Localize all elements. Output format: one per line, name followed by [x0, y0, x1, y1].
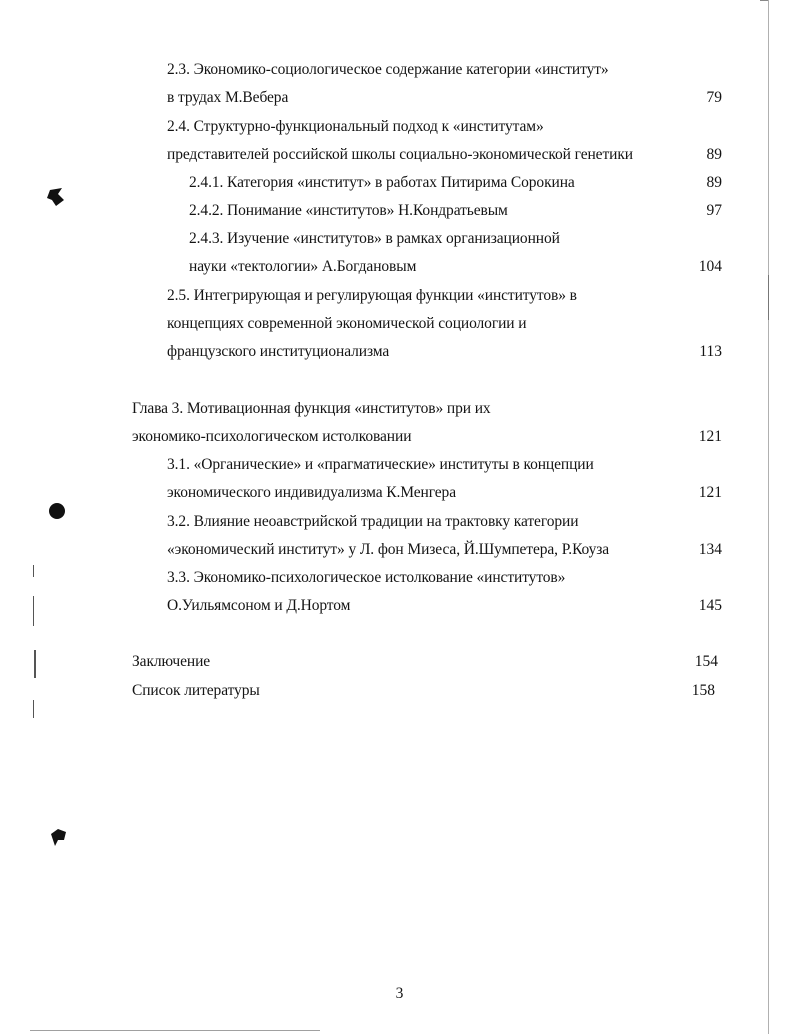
- toc-entry-3-2-line2: «экономический институт» у Л. фон Мизеса, Й.Шумпетера, Р.Коуза: [167, 541, 610, 558]
- scan-mark: [768, 275, 769, 320]
- toc-entry-3-3-line2: О.Уильямсоном и Д.Нортом: [167, 597, 351, 614]
- scan-mark: [33, 700, 34, 718]
- toc-conclusion: Заключение: [132, 653, 211, 670]
- toc-references: Список литературы: [132, 682, 260, 699]
- toc-page-2-4: 89: [706, 146, 722, 163]
- toc-page-2-3: 79: [706, 89, 722, 106]
- toc-entry-2-4-line2: представителей российской школы социально-экономической генетики: [167, 146, 633, 163]
- toc-page-2-4-1: 89: [706, 174, 722, 191]
- toc-entry-2-4-line1: 2.4. Структурно-функциональный подход к «институтам»: [167, 118, 544, 135]
- toc-entry-2-4-1: 2.4.1. Категория «институт» в работах Питирима Сорокина: [189, 174, 575, 191]
- toc-page-3-2: 134: [698, 541, 722, 558]
- toc-entry-2-5-line1: 2.5. Интегрирующая и регулирующая функции «институтов» в: [167, 287, 577, 304]
- toc-page-2-4-2: 97: [706, 202, 722, 219]
- toc-entry-3-3-line1: 3.3. Экономико-психологическое истолкование «институтов»: [167, 569, 566, 586]
- toc-entry-2-4-3-line2: науки «тектологии» А.Богдановым: [189, 258, 417, 275]
- scan-edge-right: [768, 0, 769, 1034]
- toc-page-3-1: 121: [698, 484, 722, 501]
- scan-edge-bottom: [30, 1030, 320, 1031]
- scan-mark: [33, 565, 34, 577]
- toc-entry-2-4-2: 2.4.2. Понимание «институтов» Н.Кондратьевым: [189, 202, 508, 219]
- toc-page-references: 158: [691, 682, 715, 699]
- punch-hole-blot: [46, 500, 68, 522]
- toc-page-chapter-3: 121: [698, 428, 722, 445]
- toc-page-3-3: 145: [698, 597, 722, 614]
- scan-mark: [34, 650, 36, 678]
- toc-entry-2-3-line2: в трудах М.Вебера: [167, 89, 289, 106]
- toc-entry-3-2-line1: 3.2. Влияние неоавстрийской традиции на трактовку категории: [167, 513, 579, 530]
- toc-chapter-3-line1: Глава 3. Мотивационная функция «институтов» при их: [132, 400, 491, 417]
- toc-entry-2-3-line1: 2.3. Экономико-социологическое содержание категории «институт»: [167, 61, 609, 78]
- scan-edge-top: [760, 0, 768, 1]
- punch-hole-blot: [46, 826, 70, 850]
- toc-entry-2-5-line2: концепциях современной экономической социологии и: [167, 315, 527, 332]
- toc-entry-2-4-3-line1: 2.4.3. Изучение «институтов» в рамках организационной: [189, 230, 560, 247]
- toc-entry-3-1-line1: 3.1. «Органические» и «прагматические» институты в концепции: [167, 456, 594, 473]
- punch-hole-blot: [44, 186, 68, 210]
- scan-mark: [33, 596, 34, 626]
- toc-chapter-3-line2: экономико-психологическом истолковании: [132, 428, 412, 445]
- page-number: 3: [395, 985, 404, 1002]
- toc-page-2-4-3: 104: [698, 258, 722, 275]
- toc-page-2-5: 113: [699, 343, 722, 360]
- toc-entry-2-5-line3: французского институционализма: [167, 343, 390, 360]
- toc-entry-3-1-line2: экономического индивидуализма К.Менгера: [167, 484, 456, 501]
- toc-page-conclusion: 154: [694, 653, 718, 670]
